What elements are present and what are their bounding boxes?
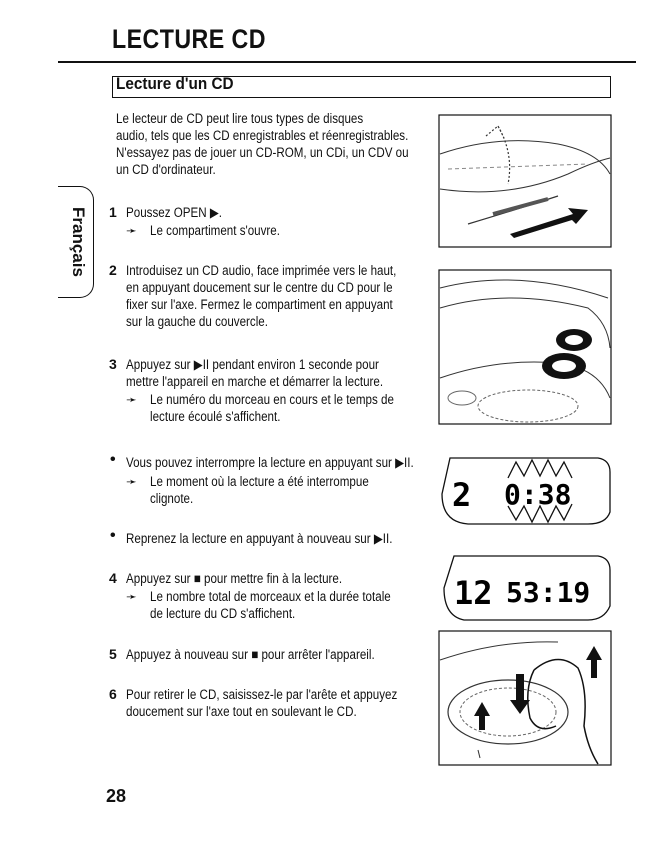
bullet-2-line-1: Reprenez la lecture en appuyant à nouveau sur ▶II.	[126, 531, 393, 546]
intro-line-4: un CD d'ordinateur.	[116, 162, 216, 177]
pause-time-readout: 0:38	[504, 478, 572, 511]
section-title: Lecture d'un CD	[116, 74, 234, 93]
result-arrow-icon: ➛	[126, 474, 137, 489]
intro-line-1: Le lecteur de CD peut lire tous types de disques	[116, 111, 364, 126]
language-tab-label: Français	[69, 207, 88, 277]
result-arrow-icon: ➛	[126, 392, 137, 407]
title-rule	[58, 61, 636, 63]
step-5-line-1: Appuyez à nouveau sur ■ pour arrêter l'appareil.	[126, 647, 375, 662]
step-4-result-2: de lecture du CD s'affichent.	[150, 606, 296, 621]
step-1-text: Poussez OPEN ▶.	[126, 205, 223, 220]
bullet-1-result-1: Le moment où la lecture a été interrompue	[150, 474, 369, 489]
step-3-result-2: lecture écoulé s'affichent.	[150, 409, 281, 424]
figure-display-total	[438, 552, 612, 624]
step-3-number: 3	[109, 356, 117, 372]
bullet-icon: •	[110, 527, 116, 544]
step-4-result-1: Le nombre total de morceaux et la durée totale	[150, 589, 391, 604]
intro-line-3: N'essayez pas de jouer un CD-ROM, un CDi, un CDV ou	[116, 145, 409, 160]
step-3-line-2: mettre l'appareil en marche et démarrer la lecture.	[126, 374, 384, 389]
step-2-line-3: fixer sur l'axe. Fermez le compartiment en appuyant	[126, 297, 393, 312]
step-4-number: 4	[109, 570, 117, 586]
step-6-number: 6	[109, 686, 117, 702]
result-arrow-icon: ➛	[126, 589, 137, 604]
step-1-number: 1	[109, 204, 117, 220]
step-3-result-1: Le numéro du morceau en cours et le temps de	[150, 392, 394, 407]
result-arrow-icon: ➛	[126, 223, 137, 238]
step-2-line-1: Introduisez un CD audio, face imprimée vers le haut,	[126, 263, 397, 278]
step-6-line-2: doucement sur l'axe tout en soulevant le CD.	[126, 704, 357, 719]
figure-player-buttons	[438, 268, 612, 426]
step-2-line-2: en appuyant doucement sur le centre du CD pour le	[126, 280, 393, 295]
figure-display-pause	[438, 454, 612, 528]
bullet-icon: •	[110, 451, 116, 468]
bullet-1-result-2: clignote.	[150, 491, 194, 506]
total-time-readout: 53:19	[506, 576, 591, 609]
step-5-number: 5	[109, 646, 117, 662]
step-4-line-1: Appuyez sur ■ pour mettre fin à la lecture.	[126, 571, 343, 586]
figure-remove-cd	[438, 630, 612, 766]
step-2-line-4: sur la gauche du couvercle.	[126, 314, 268, 329]
pause-track-digit: 2	[452, 476, 472, 514]
step-1-result: Le compartiment s'ouvre.	[150, 223, 280, 238]
total-tracks-readout: 12	[454, 574, 493, 612]
intro-line-2: audio, tels que les CD enregistrables et réenregistrables.	[116, 128, 409, 143]
page-title: LECTURE CD	[112, 24, 266, 54]
step-2-number: 2	[109, 262, 117, 278]
step-3-line-1: Appuyez sur ▶II pendant environ 1 seconde pour	[126, 357, 379, 372]
page-number: 28	[106, 786, 127, 806]
figure-open-lid	[438, 114, 612, 248]
step-6-line-1: Pour retirer le CD, saisissez-le par l'arête et appuyez	[126, 687, 398, 702]
bullet-1-line-1: Vous pouvez interrompre la lecture en appuyant sur ▶II.	[126, 455, 414, 470]
